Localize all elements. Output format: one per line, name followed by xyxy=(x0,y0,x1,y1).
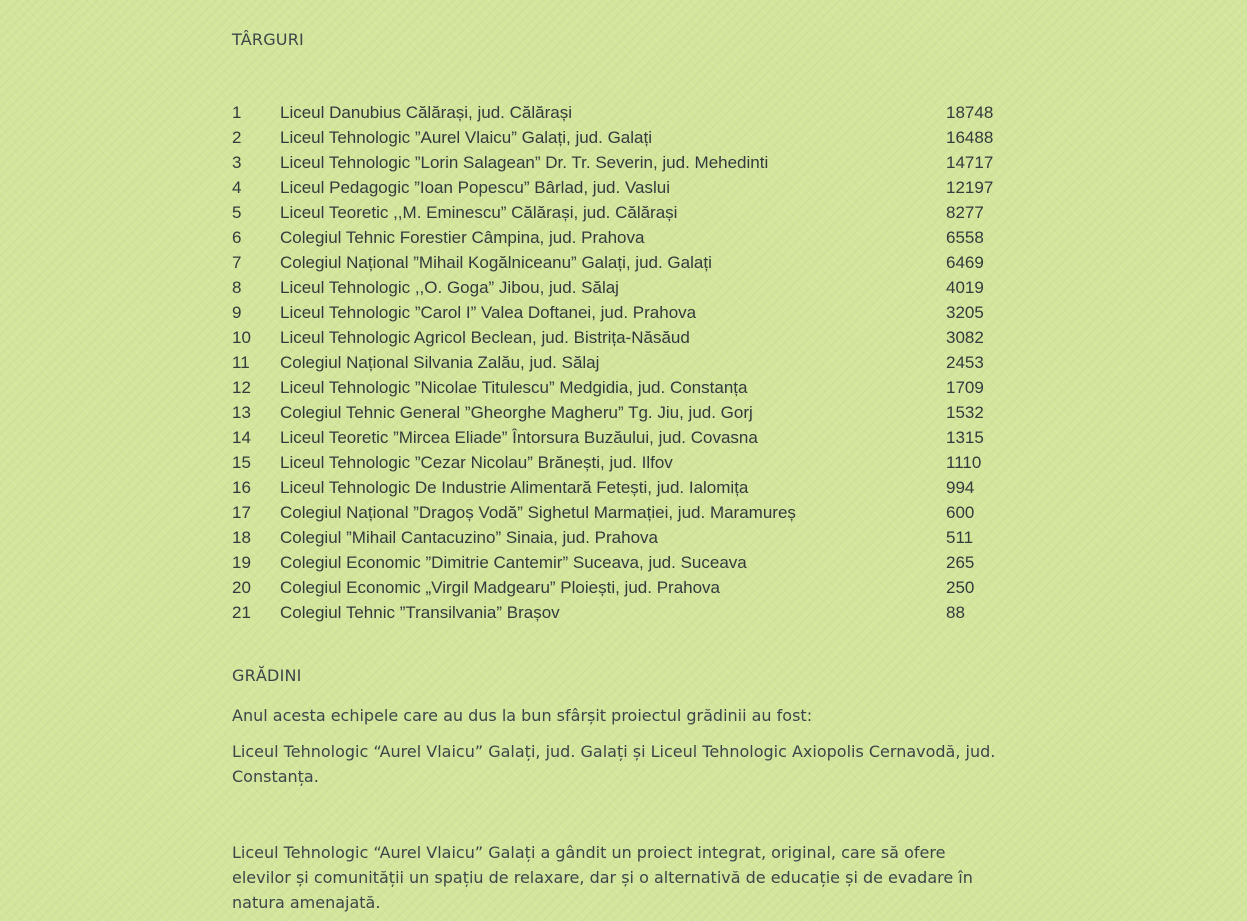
ranking-score: 1709 xyxy=(946,378,984,397)
ranking-row xyxy=(232,200,1012,225)
ranking-row xyxy=(232,550,1012,575)
ranking-row xyxy=(232,375,1012,400)
ranking-table xyxy=(232,100,1012,625)
ranking-position: 20 xyxy=(232,578,251,597)
ranking-school-name: Liceul Tehnologic ,,O. Goga” Jibou, jud. Sălaj xyxy=(280,278,619,297)
ranking-row xyxy=(232,400,1012,425)
ranking-position: 8 xyxy=(232,278,242,297)
ranking-row xyxy=(232,325,1012,350)
ranking-row xyxy=(232,250,1012,275)
ranking-school-name: Colegiul Național ”Mihail Kogălniceanu” Galați, jud. Galați xyxy=(280,253,712,272)
ranking-score: 1315 xyxy=(946,428,984,447)
ranking-row xyxy=(232,575,1012,600)
ranking-position: 13 xyxy=(232,403,251,422)
ranking-score: 1110 xyxy=(946,453,982,472)
gradini-winners-paragraph: Liceul Tehnologic “Aurel Vlaicu” Galați, jud. Galați și Liceul Tehnologic Axiopolis Cernavodă, jud. Constanța. xyxy=(232,742,996,786)
ranking-row xyxy=(232,600,1012,625)
ranking-position: 18 xyxy=(232,528,251,547)
ranking-score: 6469 xyxy=(946,253,984,272)
ranking-score: 3082 xyxy=(946,328,984,347)
gradini-project-paragraph: Liceul Tehnologic “Aurel Vlaicu” Galați a gândit un proiect integrat, original, care să ofere elevilor și comunității un spațiu de relaxare, dar și o alternativă de educație și de evadare în natura amenajată. xyxy=(232,843,973,912)
ranking-position: 17 xyxy=(232,503,251,522)
ranking-position: 4 xyxy=(232,178,242,197)
ranking-school-name: Colegiul Tehnic Forestier Câmpina, jud. Prahova xyxy=(280,228,645,247)
ranking-school-name: Liceul Tehnologic ”Carol I” Valea Doftanei, jud. Prahova xyxy=(280,303,697,322)
ranking-position: 14 xyxy=(232,428,251,447)
ranking-school-name: Liceul Teoretic ,,M. Eminescu” Călărași, jud. Călărași xyxy=(280,203,678,222)
ranking-score: 12197 xyxy=(946,178,994,197)
ranking-score: 14717 xyxy=(946,153,994,172)
ranking-school-name: Liceul Pedagogic ”Ioan Popescu” Bârlad, jud. Vaslui xyxy=(280,178,670,197)
ranking-school-name: Liceul Danubius Călărași, jud. Călărași xyxy=(280,103,572,122)
ranking-score: 265 xyxy=(946,553,975,572)
ranking-position: 12 xyxy=(232,378,251,397)
ranking-row xyxy=(232,525,1012,550)
ranking-row xyxy=(232,150,1012,175)
ranking-score: 16488 xyxy=(946,128,994,147)
ranking-score: 3205 xyxy=(946,303,984,322)
ranking-score: 511 xyxy=(946,528,974,547)
ranking-row xyxy=(232,300,1012,325)
ranking-position: 11 xyxy=(232,353,250,372)
ranking-position: 19 xyxy=(232,553,251,572)
ranking-school-name: Colegiul Național Silvania Zalău, jud. Sălaj xyxy=(280,353,600,372)
ranking-row xyxy=(232,275,1012,300)
ranking-score: 994 xyxy=(946,478,975,497)
ranking-position: 9 xyxy=(232,303,242,322)
ranking-school-name: Colegiul Economic ”Dimitrie Cantemir” Suceava, jud. Suceava xyxy=(280,553,747,572)
ranking-score: 8277 xyxy=(946,203,984,222)
ranking-row xyxy=(232,350,1012,375)
ranking-score: 18748 xyxy=(946,103,994,122)
ranking-position: 10 xyxy=(232,328,251,347)
ranking-school-name: Liceul Teoretic ”Mircea Eliade” Întorsura Buzăului, jud. Covasna xyxy=(280,428,758,447)
ranking-school-name: Colegiul Economic „Virgil Madgearu” Ploiești, jud. Prahova xyxy=(280,578,721,597)
section-title-targuri: TÂRGURI xyxy=(232,30,304,49)
ranking-school-name: Colegiul Național ”Dragoș Vodă” Sighetul Marmației, jud. Maramureș xyxy=(280,503,796,522)
ranking-score: 6558 xyxy=(946,228,984,247)
ranking-row xyxy=(232,500,1012,525)
ranking-position: 2 xyxy=(232,128,242,147)
ranking-school-name: Colegiul ”Mihail Cantacuzino” Sinaia, jud. Prahova xyxy=(280,528,658,547)
ranking-score: 4019 xyxy=(946,278,984,297)
ranking-position: 3 xyxy=(232,153,242,172)
ranking-school-name: Colegiul Tehnic ”Transilvania” Brașov xyxy=(280,603,560,622)
gradini-intro-paragraph: Anul acesta echipele care au dus la bun sfârșit proiectul grădinii au fost: xyxy=(232,706,813,725)
ranking-score: 2453 xyxy=(946,353,984,372)
ranking-school-name: Liceul Tehnologic ”Lorin Salagean” Dr. Tr. Severin, jud. Mehedinti xyxy=(280,153,769,172)
ranking-row xyxy=(232,450,1012,475)
section-title-gradini: GRĂDINI xyxy=(232,666,302,685)
ranking-position: 21 xyxy=(232,603,251,622)
ranking-position: 7 xyxy=(232,253,242,272)
ranking-score: 600 xyxy=(946,503,975,522)
ranking-position: 16 xyxy=(232,478,251,497)
ranking-school-name: Liceul Tehnologic ”Nicolae Titulescu” Medgidia, jud. Constanța xyxy=(280,378,748,397)
ranking-score: 1532 xyxy=(946,403,984,422)
ranking-position: 15 xyxy=(232,453,251,472)
ranking-row xyxy=(232,100,1012,125)
ranking-row xyxy=(232,475,1012,500)
ranking-row xyxy=(232,175,1012,200)
ranking-position: 1 xyxy=(232,103,242,122)
ranking-row xyxy=(232,425,1012,450)
ranking-position: 5 xyxy=(232,203,242,222)
ranking-position: 6 xyxy=(232,228,242,247)
ranking-school-name: Liceul Tehnologic Agricol Beclean, jud. Bistrița-Năsăud xyxy=(280,328,690,347)
ranking-row xyxy=(232,225,1012,250)
ranking-school-name: Liceul Tehnologic ”Aurel Vlaicu” Galați, jud. Galați xyxy=(280,128,652,147)
ranking-row xyxy=(232,125,1012,150)
ranking-school-name: Liceul Tehnologic ”Cezar Nicolau” Brănești, jud. Ilfov xyxy=(280,453,673,472)
ranking-school-name: Liceul Tehnologic De Industrie Alimentară Fetești, jud. Ialomița xyxy=(280,478,749,497)
ranking-score: 250 xyxy=(946,578,975,597)
ranking-score: 88 xyxy=(946,603,965,622)
ranking-school-name: Colegiul Tehnic General ”Gheorghe Magheru” Tg. Jiu, jud. Gorj xyxy=(280,403,753,422)
